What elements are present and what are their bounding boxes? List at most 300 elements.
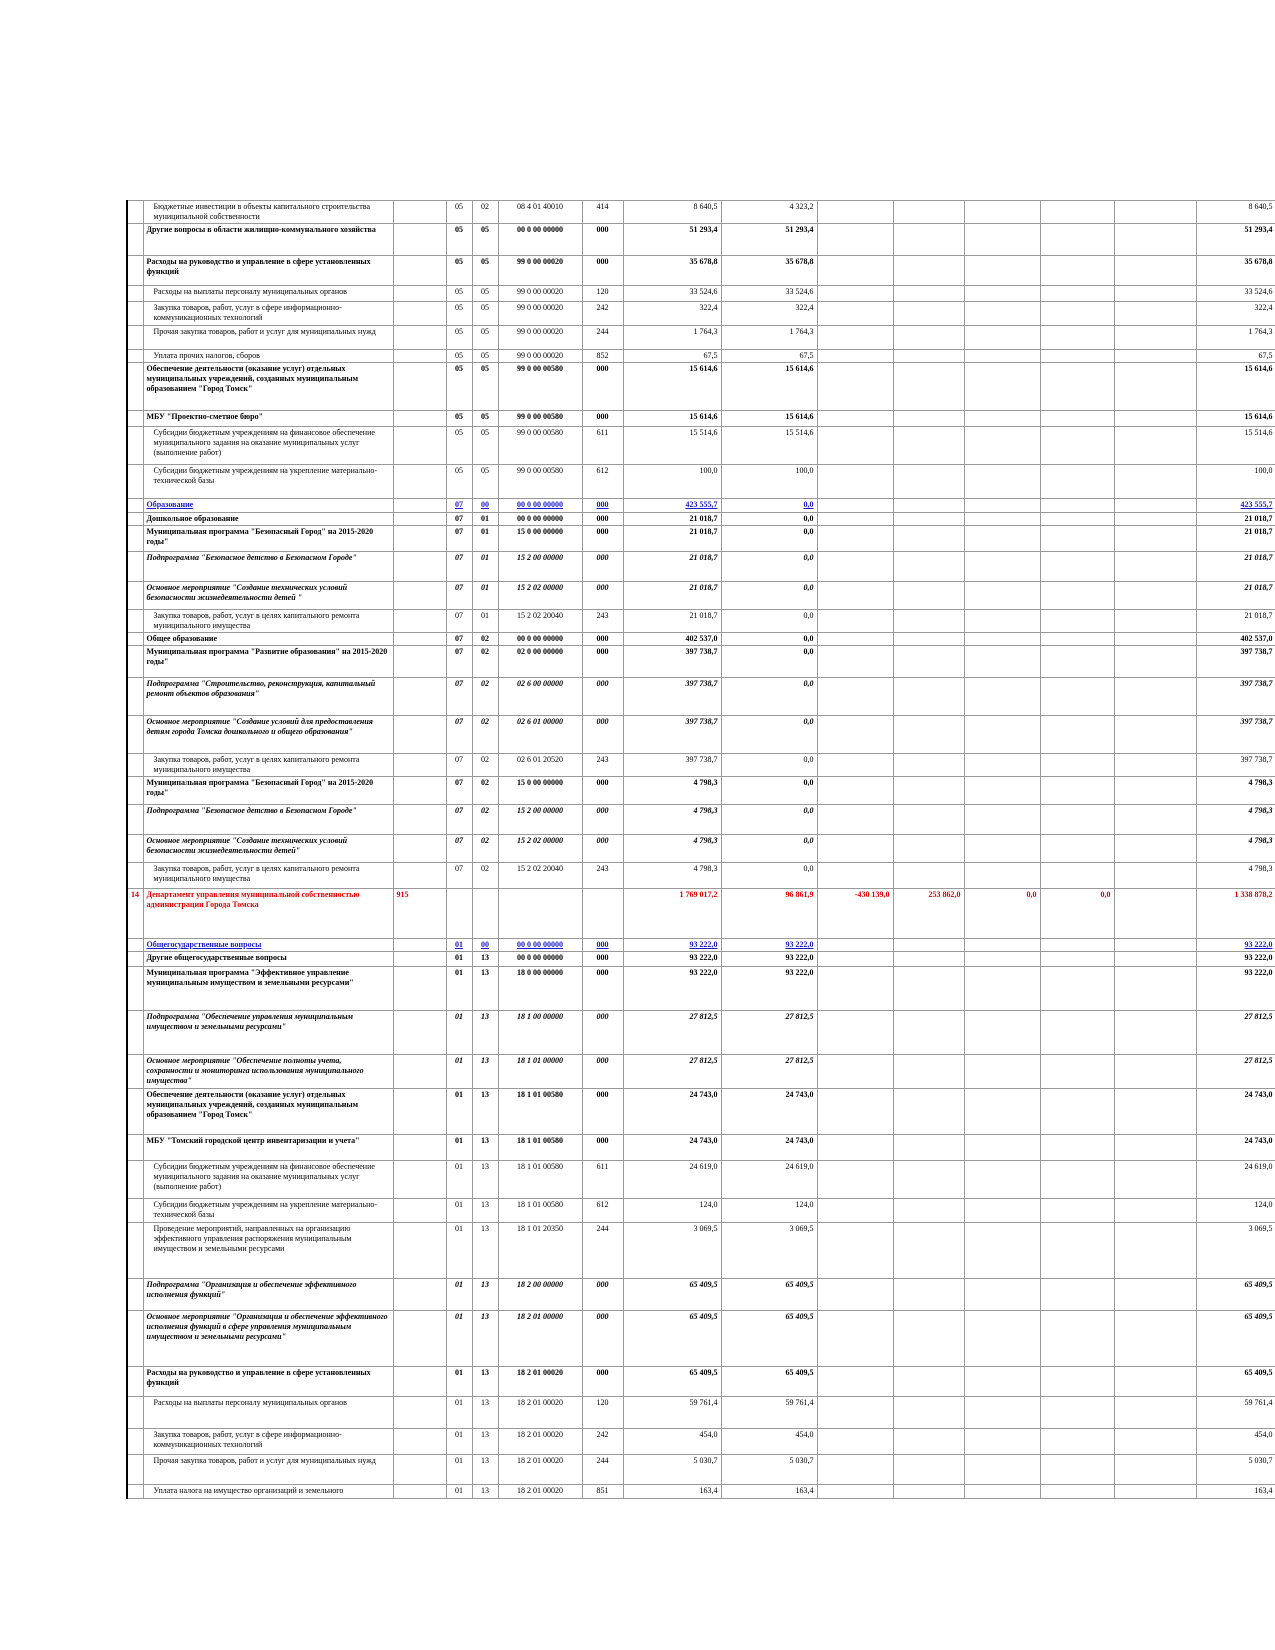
empty-cell (1114, 1011, 1196, 1055)
amount-total: 423 555,7 (1196, 499, 1275, 513)
glava-code (393, 286, 446, 302)
target-article-code: 18 1 00 00000 (498, 1011, 582, 1055)
podrazdel-code: 02 (472, 863, 498, 889)
row-number (127, 1279, 143, 1311)
table-row (127, 1055, 1275, 1089)
amount-3 (817, 411, 893, 427)
amount-total: 33 524,6 (1196, 286, 1275, 302)
amount-4 (893, 1429, 964, 1455)
podrazdel-code: 13 (472, 1279, 498, 1311)
amount-2: 15 514,6 (721, 427, 817, 465)
amount-5 (964, 754, 1040, 777)
empty-cell (1114, 1429, 1196, 1455)
amount-6 (1040, 678, 1114, 716)
amount-4 (893, 499, 964, 513)
amount-4 (893, 1089, 964, 1135)
amount-4 (893, 552, 964, 582)
glava-code (393, 411, 446, 427)
target-article-code: 02 6 00 00000 (498, 678, 582, 716)
table-row (127, 754, 1275, 777)
amount-1: 100,0 (623, 465, 721, 499)
amount-6 (1040, 805, 1114, 835)
empty-cell (1114, 805, 1196, 835)
empty-cell (1114, 1311, 1196, 1367)
amount-4 (893, 427, 964, 465)
amount-5 (964, 1485, 1040, 1499)
glava-code (393, 1367, 446, 1397)
row-number (127, 1135, 143, 1161)
amount-2: 67,5 (721, 350, 817, 363)
razdel-code: 05 (446, 411, 472, 427)
amount-total: 21 018,7 (1196, 526, 1275, 552)
amount-5 (964, 427, 1040, 465)
amount-3: -430 139,0 (817, 889, 893, 939)
item-name: Закупка товаров, работ, услуг в целях капитального ремонта муниципального имущества (143, 610, 393, 633)
table-row (127, 1485, 1275, 1499)
item-name: Расходы на руководство и управление в сфере установленных функций (143, 256, 393, 286)
amount-3 (817, 1455, 893, 1485)
expense-type-code: 243 (582, 863, 623, 889)
expense-type-code: 000 (582, 1011, 623, 1055)
glava-code (393, 350, 446, 363)
amount-total: 15 514,6 (1196, 427, 1275, 465)
amount-2: 4 323,2 (721, 201, 817, 224)
amount-5: 0,0 (964, 889, 1040, 939)
row-number (127, 465, 143, 499)
amount-1: 65 409,5 (623, 1311, 721, 1367)
expense-type-code: 000 (582, 1279, 623, 1311)
glava-code (393, 1199, 446, 1223)
target-article-code: 02 6 01 00000 (498, 716, 582, 754)
row-number (127, 863, 143, 889)
amount-2: 33 524,6 (721, 286, 817, 302)
item-name: Обеспечение деятельности (оказание услуг) отдельных муниципальных учреждений, созданных муниципальным образованием "Город Томск" (143, 363, 393, 411)
amount-2: 0,0 (721, 777, 817, 805)
table-row (127, 350, 1275, 363)
item-name: Муниципальная программа "Эффективное управление муниципальным имуществом и земельными ресурсами" (143, 967, 393, 1011)
amount-3 (817, 363, 893, 411)
expense-type-code: 000 (582, 1089, 623, 1135)
expense-type-code: 000 (582, 256, 623, 286)
amount-4 (893, 754, 964, 777)
amount-6 (1040, 526, 1114, 552)
podrazdel-code: 05 (472, 326, 498, 350)
expense-type-code: 851 (582, 1485, 623, 1499)
glava-code (393, 716, 446, 754)
row-number (127, 754, 143, 777)
row-number (127, 678, 143, 716)
amount-1: 397 738,7 (623, 716, 721, 754)
row-number (127, 1397, 143, 1429)
podrazdel-code: 02 (472, 716, 498, 754)
glava-code (393, 1089, 446, 1135)
table-row (127, 582, 1275, 610)
item-name: Подпрограмма "Строительство, реконструкция, капитальный ремонт объектов образования" (143, 678, 393, 716)
amount-1: 4 798,3 (623, 863, 721, 889)
amount-total: 24 743,0 (1196, 1135, 1275, 1161)
row-number (127, 427, 143, 465)
amount-total: 322,4 (1196, 302, 1275, 326)
empty-cell (1114, 835, 1196, 863)
amount-4 (893, 1135, 964, 1161)
amount-6 (1040, 350, 1114, 363)
amount-2: 0,0 (721, 582, 817, 610)
amount-5 (964, 363, 1040, 411)
glava-code (393, 1311, 446, 1367)
amount-total: 4 798,3 (1196, 863, 1275, 889)
item-name: Закупка товаров, работ, услуг в сфере информационно-коммуникационных технологий (143, 1429, 393, 1455)
amount-5 (964, 1055, 1040, 1089)
row-number (127, 646, 143, 678)
table-body (127, 201, 1275, 1499)
table-row (127, 1429, 1275, 1455)
target-article-code: 99 0 00 00580 (498, 427, 582, 465)
amount-2: 96 861,9 (721, 889, 817, 939)
amount-4 (893, 939, 964, 952)
amount-total: 24 619,0 (1196, 1161, 1275, 1199)
amount-4 (893, 1397, 964, 1429)
amount-4 (893, 526, 964, 552)
row-number (127, 526, 143, 552)
expense-type-code: 000 (582, 952, 623, 967)
amount-1: 65 409,5 (623, 1367, 721, 1397)
glava-code (393, 835, 446, 863)
razdel-code: 07 (446, 646, 472, 678)
empty-cell (1114, 1135, 1196, 1161)
amount-4 (893, 1199, 964, 1223)
item-name: Подпрограмма "Обеспечение управления муниципальным имуществом и земельными ресурсами" (143, 1011, 393, 1055)
item-name: Основное мероприятие "Создание технических условий безопасности жизнедеятельности детей" (143, 835, 393, 863)
amount-5 (964, 1367, 1040, 1397)
amount-3 (817, 863, 893, 889)
podrazdel-code: 05 (472, 363, 498, 411)
amount-total: 397 738,7 (1196, 678, 1275, 716)
empty-cell (1114, 646, 1196, 678)
expense-type-code: 000 (582, 1311, 623, 1367)
target-article-code: 18 2 01 00000 (498, 1311, 582, 1367)
item-name: Подпрограмма "Безопасное детство в Безопасном Городе" (143, 552, 393, 582)
amount-total: 67,5 (1196, 350, 1275, 363)
glava-code (393, 256, 446, 286)
row-number (127, 1429, 143, 1455)
row-number (127, 256, 143, 286)
amount-total: 21 018,7 (1196, 513, 1275, 526)
glava-code (393, 201, 446, 224)
target-article-code: 15 2 00 00000 (498, 805, 582, 835)
item-name: Муниципальная программа "Безопасный Город" на 2015-2020 годы" (143, 526, 393, 552)
glava-code (393, 967, 446, 1011)
glava-code (393, 326, 446, 350)
expense-type-code: 120 (582, 1397, 623, 1429)
expense-type-code: 000 (582, 411, 623, 427)
amount-6 (1040, 1311, 1114, 1367)
item-name: Подпрограмма "Организация и обеспечение эффективного исполнения функций" (143, 1279, 393, 1311)
amount-total: 93 222,0 (1196, 939, 1275, 952)
amount-2: 27 812,5 (721, 1055, 817, 1089)
glava-code (393, 1279, 446, 1311)
table-row (127, 939, 1275, 952)
amount-5 (964, 678, 1040, 716)
podrazdel-code: 13 (472, 1397, 498, 1429)
amount-3 (817, 1429, 893, 1455)
razdel-code: 07 (446, 552, 472, 582)
amount-2: 0,0 (721, 716, 817, 754)
amount-5 (964, 610, 1040, 633)
table-row (127, 1455, 1275, 1485)
glava-code (393, 863, 446, 889)
item-name: Расходы на выплаты персоналу муниципальных органов (143, 1397, 393, 1429)
amount-total: 397 738,7 (1196, 716, 1275, 754)
empty-cell (1114, 582, 1196, 610)
amount-6 (1040, 1455, 1114, 1485)
razdel-code: 01 (446, 1089, 472, 1135)
empty-cell (1114, 610, 1196, 633)
amount-2: 0,0 (721, 633, 817, 646)
empty-cell (1114, 326, 1196, 350)
amount-2: 15 614,6 (721, 363, 817, 411)
amount-total: 21 018,7 (1196, 582, 1275, 610)
expense-type-code: 000 (582, 805, 623, 835)
amount-1: 4 798,3 (623, 805, 721, 835)
amount-2: 124,0 (721, 1199, 817, 1223)
amount-1: 24 619,0 (623, 1161, 721, 1199)
amount-5 (964, 952, 1040, 967)
amount-1: 397 738,7 (623, 646, 721, 678)
empty-cell (1114, 1199, 1196, 1223)
table-row (127, 465, 1275, 499)
target-article-code: 15 2 02 00000 (498, 582, 582, 610)
empty-cell (1114, 1161, 1196, 1199)
razdel-code: 01 (446, 1011, 472, 1055)
amount-6 (1040, 201, 1114, 224)
expense-type-code: 852 (582, 350, 623, 363)
amount-3 (817, 1279, 893, 1311)
amount-5 (964, 526, 1040, 552)
amount-3 (817, 1161, 893, 1199)
amount-4 (893, 302, 964, 326)
target-article-code: 15 0 00 00000 (498, 777, 582, 805)
razdel-code: 07 (446, 716, 472, 754)
amount-2: 93 222,0 (721, 952, 817, 967)
amount-4 (893, 805, 964, 835)
target-article-code: 99 0 00 00580 (498, 363, 582, 411)
target-article-code: 99 0 00 00020 (498, 302, 582, 326)
amount-3 (817, 286, 893, 302)
glava-code (393, 1161, 446, 1199)
amount-4 (893, 646, 964, 678)
target-article-code: 00 0 00 00000 (498, 224, 582, 256)
target-article-code: 00 0 00 00000 (498, 513, 582, 526)
row-number (127, 716, 143, 754)
table-row (127, 1367, 1275, 1397)
table-row (127, 633, 1275, 646)
amount-5 (964, 552, 1040, 582)
empty-cell (1114, 1055, 1196, 1089)
podrazdel-code: 02 (472, 835, 498, 863)
podrazdel-code: 13 (472, 1455, 498, 1485)
podrazdel-code: 13 (472, 1311, 498, 1367)
expense-type-code: 000 (582, 678, 623, 716)
amount-total: 397 738,7 (1196, 754, 1275, 777)
amount-5 (964, 633, 1040, 646)
row-number (127, 1199, 143, 1223)
item-name: Департамент управления муниципальной собственностью администрации Города Томска (143, 889, 393, 939)
amount-6 (1040, 582, 1114, 610)
table-row (127, 863, 1275, 889)
amount-total: 402 537,0 (1196, 633, 1275, 646)
table-row (127, 646, 1275, 678)
glava-code (393, 754, 446, 777)
amount-2: 0,0 (721, 610, 817, 633)
amount-4 (893, 777, 964, 805)
amount-total: 8 640,5 (1196, 201, 1275, 224)
item-name: Муниципальная программа "Развитие образования" на 2015-2020 годы" (143, 646, 393, 678)
table-row (127, 777, 1275, 805)
amount-1: 454,0 (623, 1429, 721, 1455)
razdel-code: 07 (446, 863, 472, 889)
target-article-code: 02 0 00 00000 (498, 646, 582, 678)
table-row (127, 967, 1275, 1011)
amount-2: 454,0 (721, 1429, 817, 1455)
amount-3 (817, 1199, 893, 1223)
amount-6 (1040, 499, 1114, 513)
item-name: Закупка товаров, работ, услуг в сфере информационно-коммуникационных технологий (143, 302, 393, 326)
amount-5 (964, 1279, 1040, 1311)
glava-code (393, 1397, 446, 1429)
razdel-code: 07 (446, 754, 472, 777)
empty-cell (1114, 939, 1196, 952)
razdel-code: 05 (446, 465, 472, 499)
row-number (127, 1055, 143, 1089)
amount-6 (1040, 716, 1114, 754)
table-row (127, 805, 1275, 835)
item-name: Прочая закупка товаров, работ и услуг для муниципальных нужд (143, 1455, 393, 1485)
table-row (127, 1135, 1275, 1161)
amount-6 (1040, 513, 1114, 526)
glava-code (393, 1011, 446, 1055)
amount-6 (1040, 939, 1114, 952)
table-row (127, 952, 1275, 967)
amount-5 (964, 1429, 1040, 1455)
amount-1: 124,0 (623, 1199, 721, 1223)
amount-3 (817, 302, 893, 326)
razdel-code: 05 (446, 302, 472, 326)
amount-6 (1040, 411, 1114, 427)
glava-code (393, 805, 446, 835)
razdel-code: 07 (446, 610, 472, 633)
target-article-code: 02 6 01 20520 (498, 754, 582, 777)
amount-total: 51 293,4 (1196, 224, 1275, 256)
amount-2: 0,0 (721, 499, 817, 513)
amount-3 (817, 805, 893, 835)
glava-code (393, 552, 446, 582)
empty-cell (1114, 1089, 1196, 1135)
item-name: МБУ "Томский городской центр инвентаризации и учета" (143, 1135, 393, 1161)
amount-total: 21 018,7 (1196, 552, 1275, 582)
target-article-code (498, 889, 582, 939)
razdel-code: 01 (446, 1429, 472, 1455)
amount-3 (817, 1135, 893, 1161)
amount-3 (817, 610, 893, 633)
amount-2: 322,4 (721, 302, 817, 326)
amount-3 (817, 1223, 893, 1279)
expense-type-code: 000 (582, 499, 623, 513)
amount-total: 454,0 (1196, 1429, 1275, 1455)
target-article-code: 18 2 01 00020 (498, 1367, 582, 1397)
table-row (127, 678, 1275, 716)
amount-2: 3 069,5 (721, 1223, 817, 1279)
amount-6 (1040, 1223, 1114, 1279)
item-name: Дошкольное образование (143, 513, 393, 526)
podrazdel-code: 13 (472, 1485, 498, 1499)
amount-6 (1040, 1429, 1114, 1455)
amount-4 (893, 350, 964, 363)
amount-1: 59 761,4 (623, 1397, 721, 1429)
amount-4 (893, 1011, 964, 1055)
target-article-code: 99 0 00 00580 (498, 465, 582, 499)
podrazdel-code: 05 (472, 465, 498, 499)
amount-5 (964, 1089, 1040, 1135)
amount-5 (964, 465, 1040, 499)
amount-3 (817, 716, 893, 754)
amount-3 (817, 1011, 893, 1055)
razdel-code: 05 (446, 427, 472, 465)
row-number (127, 286, 143, 302)
expense-type-code: 000 (582, 1367, 623, 1397)
row-number (127, 1367, 143, 1397)
amount-4 (893, 201, 964, 224)
expense-type-code: 120 (582, 286, 623, 302)
empty-cell (1114, 224, 1196, 256)
target-article-code: 18 2 01 00020 (498, 1429, 582, 1455)
row-number (127, 610, 143, 633)
item-name: Субсидии бюджетным учреждениям на финансовое обеспечение муниципального задания на оказание муниципальных услуг (выполнение работ) (143, 1161, 393, 1199)
podrazdel-code: 05 (472, 427, 498, 465)
expense-type-code: 000 (582, 967, 623, 1011)
amount-5 (964, 1011, 1040, 1055)
target-article-code: 00 0 00 00000 (498, 952, 582, 967)
amount-6 (1040, 1011, 1114, 1055)
row-number (127, 805, 143, 835)
razdel-code: 07 (446, 678, 472, 716)
amount-3 (817, 1055, 893, 1089)
amount-total: 4 798,3 (1196, 777, 1275, 805)
item-name: Уплата налога на имущество организаций и земельного (143, 1485, 393, 1499)
expense-type-code: 000 (582, 363, 623, 411)
amount-6 (1040, 777, 1114, 805)
row-number (127, 939, 143, 952)
amount-4 (893, 1055, 964, 1089)
amount-5 (964, 1135, 1040, 1161)
target-article-code: 18 1 01 00580 (498, 1161, 582, 1199)
amount-6 (1040, 967, 1114, 1011)
glava-code (393, 465, 446, 499)
amount-total: 35 678,8 (1196, 256, 1275, 286)
item-name: Проведение мероприятий, направленных на организацию эффективного управления распоряжения муниципальным имуществом и земельными ресурсами (143, 1223, 393, 1279)
glava-code (393, 939, 446, 952)
podrazdel-code: 13 (472, 1199, 498, 1223)
razdel-code: 07 (446, 633, 472, 646)
amount-1: 21 018,7 (623, 582, 721, 610)
podrazdel-code: 01 (472, 513, 498, 526)
item-name: Закупка товаров, работ, услуг в целях капитального ремонта муниципального имущества (143, 754, 393, 777)
item-name: Другие вопросы в области жилищно-коммунального хозяйства (143, 224, 393, 256)
razdel-code: 01 (446, 939, 472, 952)
amount-total: 5 030,7 (1196, 1455, 1275, 1485)
amount-1: 5 030,7 (623, 1455, 721, 1485)
target-article-code: 99 0 00 00020 (498, 326, 582, 350)
amount-3 (817, 952, 893, 967)
